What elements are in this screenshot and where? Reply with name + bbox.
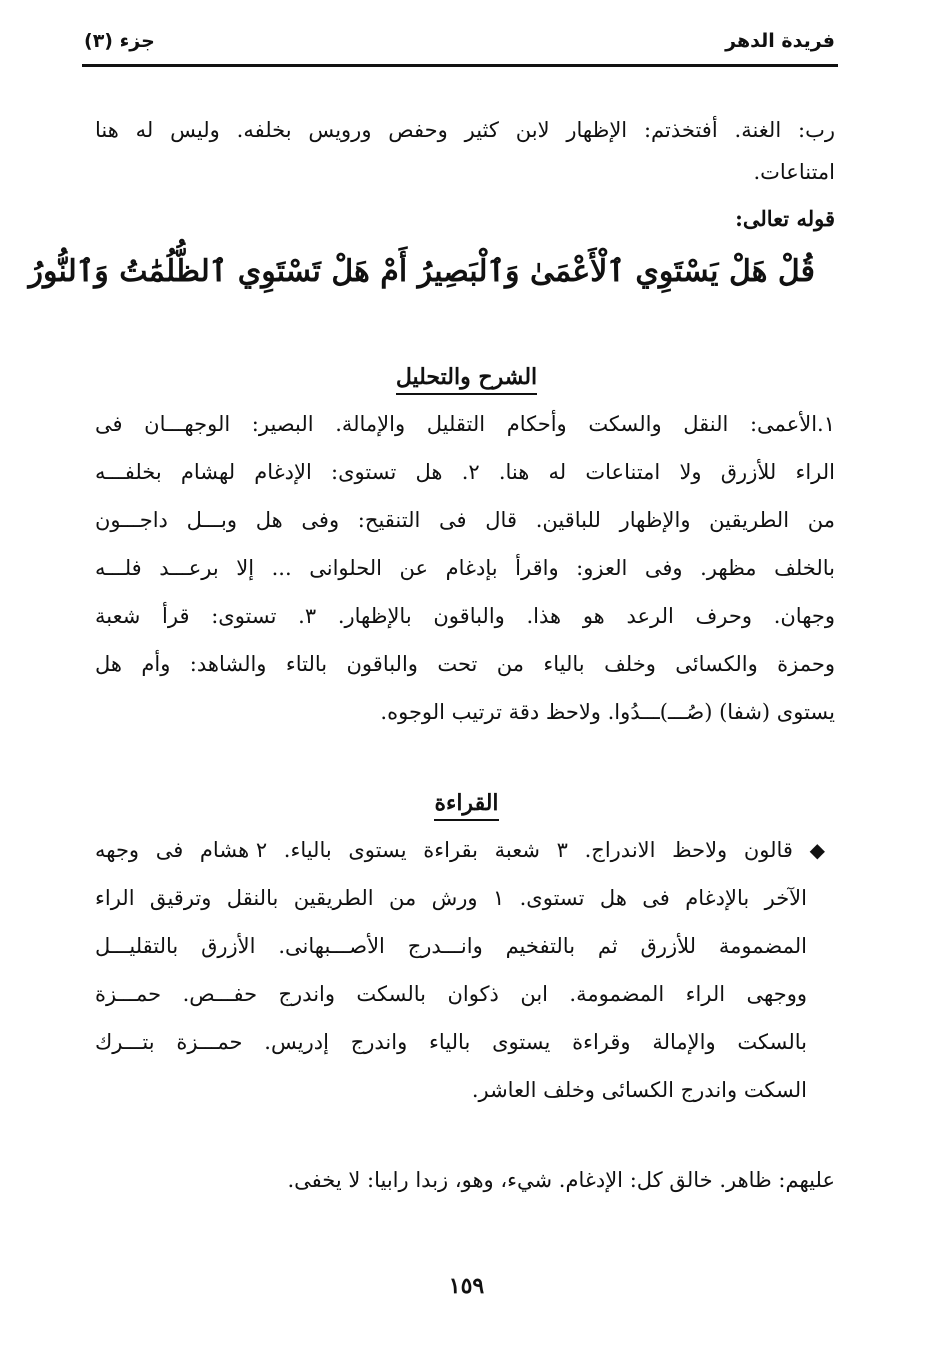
intro-line-1: رب: الغنة. أفتخذتم: الإظهار لابن كثير وحفص ورويس بخلفه. وليس له هنا bbox=[95, 118, 835, 142]
reading-paragraph bbox=[95, 826, 835, 1114]
reading-line: بالسكت والإمالة وقراءة يستوى بالياء واندرج إدريس. حمـــزة بتـــرك bbox=[95, 1030, 807, 1054]
footer-note: عليهم: ظاهر. خالق كل: الإدغام. شيء، وهو، زبدا رابيا: لا يخفى. bbox=[287, 1168, 835, 1192]
header-book-title: فريدة الدهر bbox=[725, 30, 835, 52]
explanation-line: وجهان. وحرف الرعد هو هذا. والباقون بالإظهار. ٣. تستوى: قرأ شعبة bbox=[95, 604, 836, 628]
reading-line: السكت واندرج الكسائى وخلف العاشر. bbox=[471, 1078, 807, 1102]
explanation-line: ١.الأعمى: النقل والسكت وأحكام التقليل والإمالة. البصير: الوجهـــان فى bbox=[95, 412, 835, 436]
diamond-bullet-icon: ◆ bbox=[809, 838, 835, 862]
reading-line: الآخر بالإدغام فى هل تستوى. ١ ورش من الطريقين بالنقل وترقيق الراء bbox=[95, 886, 807, 910]
reading-line-text: قالون ولاحظ الاندراج. ٣ شعبة بقراءة يستوى بالياء. ٢ هشام فى وجهه bbox=[95, 838, 793, 862]
intro-line-2: امتناعات. bbox=[753, 160, 835, 184]
reading-title-text: القراءة bbox=[434, 790, 498, 821]
reading-line: ووجهى الراء المضمومة. ابن ذكوان بالسكت واندرج حفـــص. حمـــزة bbox=[95, 982, 807, 1006]
reading-line bbox=[95, 826, 835, 874]
explanation-line: الراء للأزرق ولا امتناعات له هنا. ٢. هل تستوى: الإدغام لهشام بخلفـــه bbox=[95, 460, 835, 484]
explanation-line: وحمزة والكسائى وخلف بالياء من تحت والباقون بالتاء والشاهد: وأم هل bbox=[95, 652, 835, 676]
header-rule bbox=[82, 64, 838, 67]
explanation-line: يستوى (شفا) (صُـــ)ـــدُوا. ولاحظ دقة ترتيب الوجوه. bbox=[380, 700, 835, 724]
explanation-line: بالخلف مظهر. وفى العزو: واقرأ بإدغام عن الحلوانى ... إلا برعـــد فلـــه bbox=[95, 556, 835, 580]
page-number: ١٥٩ bbox=[448, 1273, 485, 1299]
quran-verse: قُلْ هَلْ يَسْتَوِي ٱلْأَعْمَىٰ وَٱلْبَصِيرُ أَمْ هَلْ تَسْتَوِي ٱلظُّلُمَٰتُ وَٱلنُّورُ bbox=[28, 254, 815, 289]
explanation-paragraph bbox=[95, 400, 835, 736]
explanation-title-text: الشرح والتحليل bbox=[396, 364, 537, 395]
verse-label: قوله تعالى: bbox=[735, 206, 835, 231]
explanation-title bbox=[0, 364, 933, 395]
explanation-line: من الطريقين والإظهار للباقين. قال فى التنقيح: وفى هل وبـــل داجـــون bbox=[95, 508, 835, 532]
reading-line: المضمومة للأزرق ثم بالتفخيم وانـــدرج الأصـــبهانى. الأزرق بالتقليـــل bbox=[95, 934, 807, 958]
header-part-number: جزء (٣) bbox=[84, 30, 155, 52]
reading-title bbox=[0, 790, 933, 821]
